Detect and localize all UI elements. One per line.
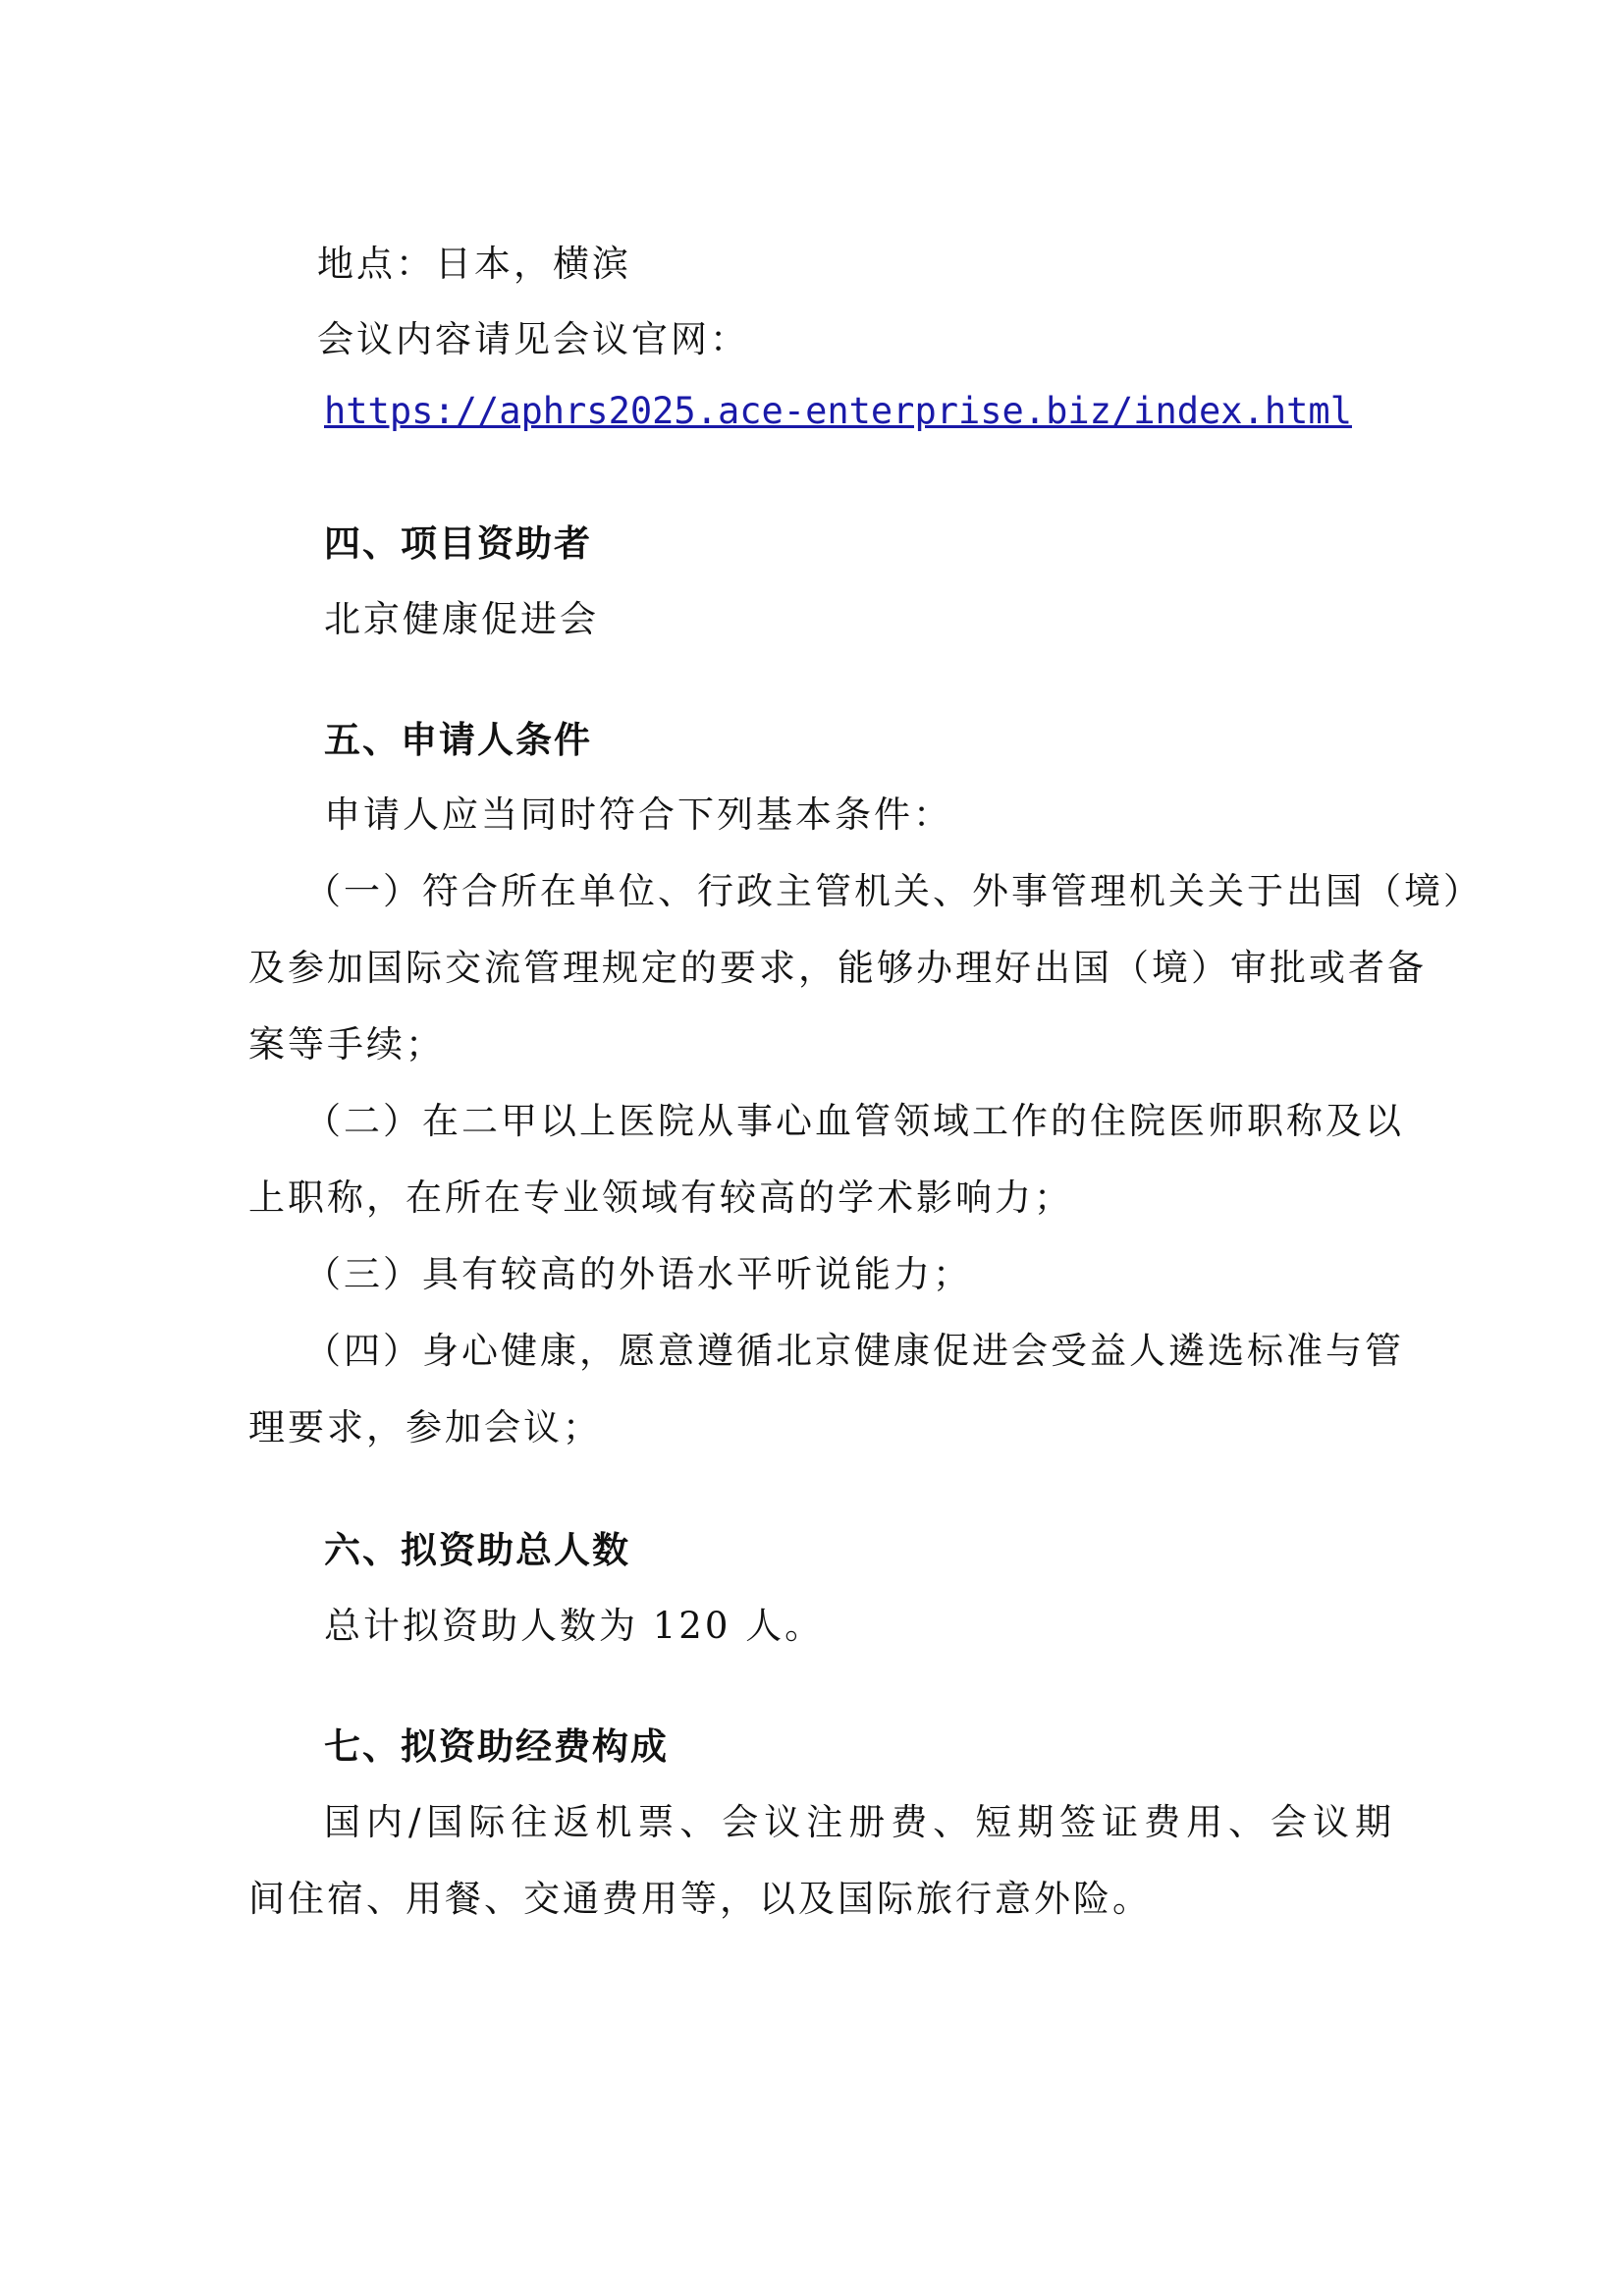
location-line: 地点：日本，横滨 (317, 243, 631, 285)
section-7-body-line-2: 间住宿、用餐、交通费用等，以及国际旅行意外险。 (248, 1878, 1152, 1920)
condition-2-line-1: （二）在二甲以上医院从事心血管领域工作的住院医师职称及以 (304, 1100, 1404, 1142)
website-link[interactable]: https://aphrs2025.ace-enterprise.biz/index.html (324, 390, 1352, 432)
section-5-heading: 五、申请人条件 (324, 719, 592, 761)
condition-2-line-2: 上职称，在所在专业领域有较高的学术影响力； (248, 1176, 1073, 1219)
condition-3: （三）具有较高的外语水平听说能力； (304, 1253, 972, 1295)
section-4-body: 北京健康促进会 (324, 598, 599, 640)
section-5-intro: 申请人应当同时符合下列基本条件： (324, 793, 952, 836)
condition-4-line-1: （四）身心健康，愿意遵循北京健康促进会受益人遴选标准与管 (304, 1330, 1404, 1372)
website-intro: 会议内容请见会议官网： (317, 318, 749, 360)
section-6-heading: 六、拟资助总人数 (324, 1529, 630, 1571)
condition-1-line-2: 及参加国际交流管理规定的要求，能够办理好出国（境）审批或者备 (248, 947, 1427, 989)
section-7-body-line-1: 国内/国际往返机票、会议注册费、短期签证费用、会议期 (324, 1801, 1394, 1843)
condition-1-line-1: （一）符合所在单位、行政主管机关、外事管理机关关于出国（境） (304, 870, 1483, 912)
condition-4-line-2: 理要求，参加会议； (248, 1406, 602, 1449)
section-4-heading: 四、项目资助者 (324, 522, 592, 565)
condition-1-line-3: 案等手续； (248, 1023, 445, 1066)
section-7-heading: 七、拟资助经费构成 (324, 1725, 669, 1768)
section-6-body: 总计拟资助人数为 120 人。 (324, 1605, 825, 1647)
